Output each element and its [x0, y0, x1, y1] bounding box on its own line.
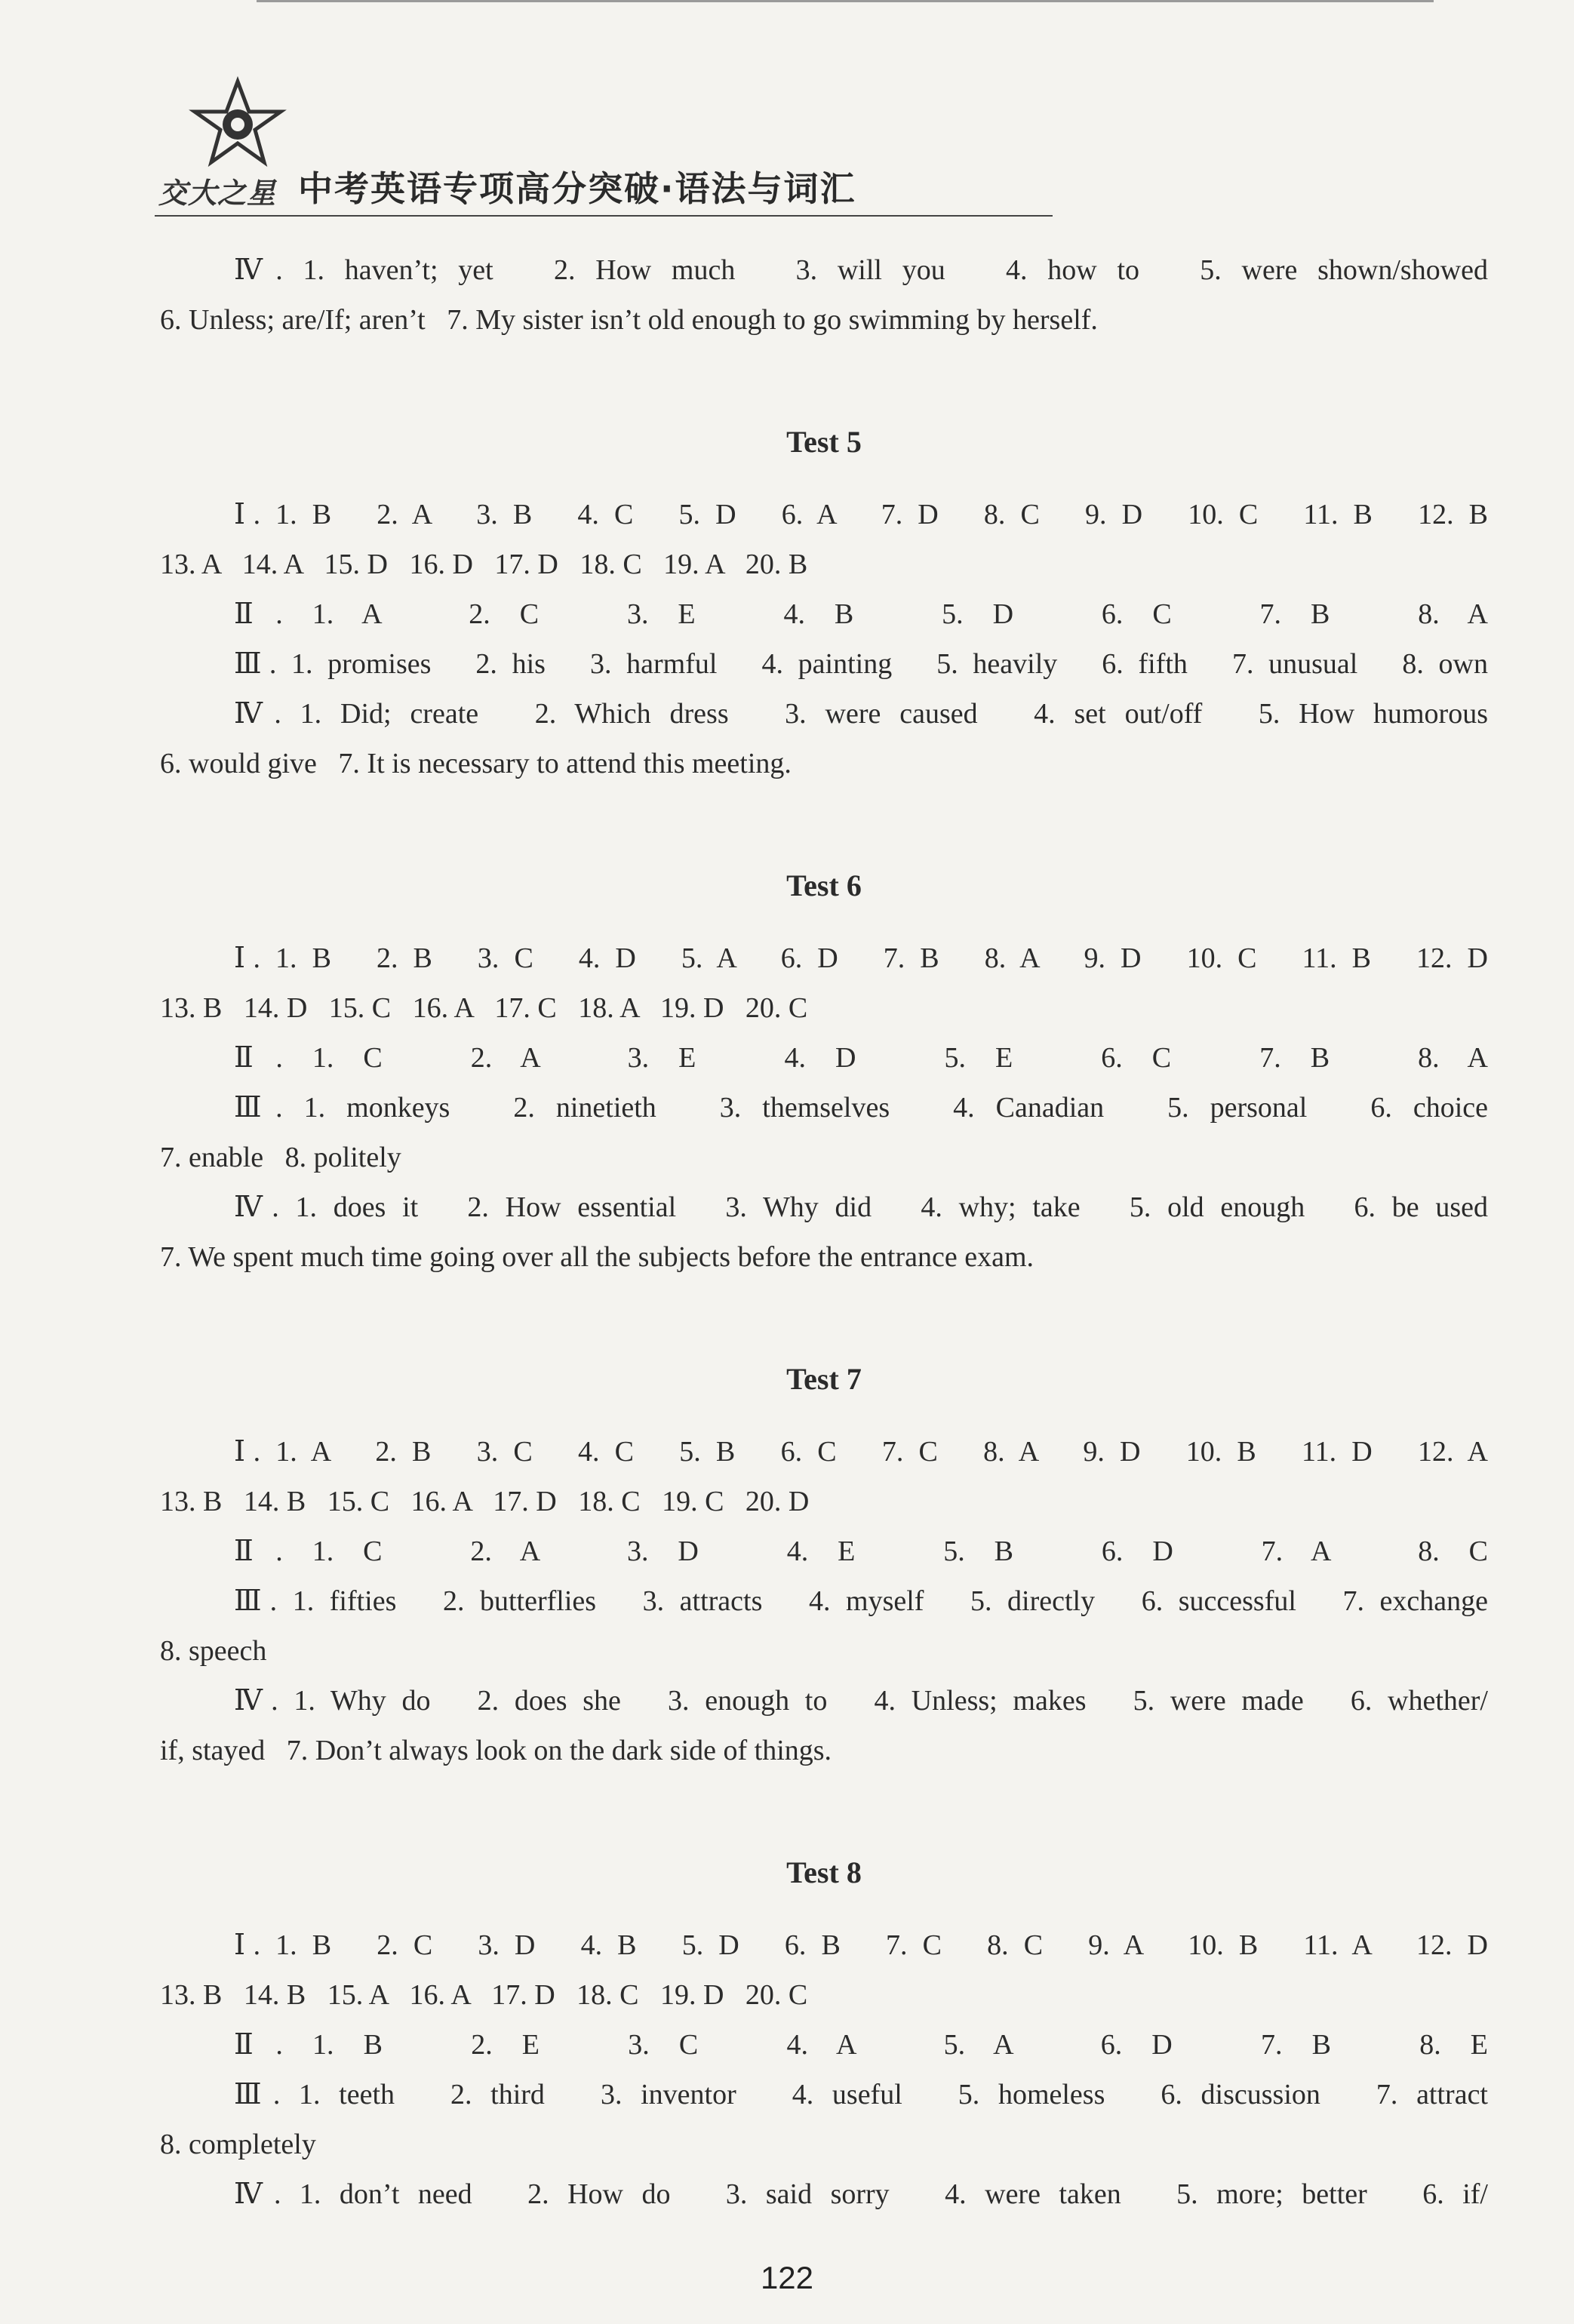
page-header [155, 75, 1060, 219]
test7-section [160, 1354, 1488, 1775]
answer-key [160, 245, 1488, 2219]
test5-section [160, 417, 1488, 788]
test-title: Test 6 [786, 868, 862, 902]
answer-line: 8. speech [160, 1635, 267, 1667]
top-rule [257, 0, 1434, 2]
test8-section [160, 1848, 1488, 2219]
answer-line: 6. would give 7. It is necessary to attend this meeting. [160, 748, 792, 779]
answer-line: Ⅱ. 1. A 2. C 3. E 4. B 5. D 6. C 7. B 8. A [234, 598, 1488, 630]
answer-line: Ⅰ. 1. B 2. B 3. C 4. D 5. A 6. D 7. B 8. A 9. D 10. C 11. B 12. D [234, 942, 1488, 974]
test4-continued [160, 245, 1488, 345]
answer-line: Ⅰ. 1. A 2. B 3. C 4. C 5. B 6. C 7. C 8. A 9. D 10. B 11. D 12. A [234, 1436, 1488, 1468]
answer-line: Ⅲ. 1. teeth 2. third 3. inventor 4. useful 5. homeless 6. discussion 7. attract [234, 2079, 1488, 2110]
logo-text: 交大之星 [158, 176, 277, 210]
answer-line: 7. We spent much time going over all the subjects before the entrance exam. [160, 1241, 1034, 1273]
star-icon [189, 75, 287, 170]
answer-line: 13. A 14. A 15. D 16. D 17. D 18. C 19. A 20. B [160, 549, 808, 580]
answer-line: Ⅳ. 1. does it 2. How essential 3. Why did 4. why; take 5. old enough 6. be used [234, 1191, 1488, 1223]
answer-line: Ⅳ. 1. Did; create 2. Which dress 3. were caused 4. set out/off 5. How humorous [234, 698, 1488, 730]
test-title: Test 8 [786, 1855, 862, 1889]
answer-line: 13. B 14. D 15. C 16. A 17. C 18. A 19. D 20. C [160, 992, 808, 1024]
answer-line: Ⅳ. 1. haven’t; yet 2. How much 3. will you 4. how to 5. were shown/showed [234, 254, 1488, 286]
answer-line: Ⅱ. 1. C 2. A 3. E 4. D 5. E 6. C 7. B 8. A [234, 1042, 1488, 1074]
answer-line: Ⅳ. 1. don’t need 2. How do 3. said sorry 4. were taken 5. more; better 6. if/ [234, 2178, 1488, 2210]
answer-line: Ⅱ. 1. C 2. A 3. D 4. E 5. B 6. D 7. A 8. C [234, 1536, 1488, 1567]
answer-line: Ⅱ. 1. B 2. E 3. C 4. A 5. A 6. D 7. B 8. E [234, 2029, 1488, 2061]
answer-line: 6. Unless; are/If; aren’t 7. My sister isn’t old enough to go swimming by herself. [160, 304, 1098, 336]
test-title: Test 5 [786, 425, 862, 459]
answer-line: Ⅲ. 1. promises 2. his 3. harmful 4. painting 5. heavily 6. fifth 7. unusual 8. own [234, 648, 1488, 680]
book-title: 中考英语专项高分突破·语法与词汇 [298, 168, 856, 209]
answer-line: Ⅰ. 1. B 2. A 3. B 4. C 5. D 6. A 7. D 8. C 9. D 10. C 11. B 12. B [234, 499, 1488, 530]
answer-line: Ⅳ. 1. Why do 2. does she 3. enough to 4. Unless; makes 5. were made 6. whether/ [234, 1685, 1488, 1717]
header-divider [155, 215, 1053, 217]
answer-line: 13. B 14. B 15. C 16. A 17. D 18. C 19. C 20. D [160, 1486, 810, 1517]
answer-line: Ⅲ. 1. monkeys 2. ninetieth 3. themselves 4. Canadian 5. personal 6. choice [234, 1092, 1488, 1124]
answer-line: 7. enable 8. politely [160, 1142, 401, 1173]
answer-line: if, stayed 7. Don’t always look on the dark side of things. [160, 1735, 832, 1766]
series-logo [155, 75, 298, 211]
answer-line: 8. completely [160, 2129, 316, 2160]
test-title: Test 7 [786, 1362, 862, 1396]
answer-line: Ⅰ. 1. B 2. C 3. D 4. B 5. D 6. B 7. C 8. C 9. A 10. B 11. A 12. D [234, 1929, 1488, 1961]
answer-line: Ⅲ. 1. fifties 2. butterflies 3. attracts 4. myself 5. directly 6. successful 7. exchange [234, 1585, 1488, 1617]
page-number: 122 [760, 2260, 814, 2295]
test6-section [160, 861, 1488, 1282]
answer-line: 13. B 14. B 15. A 16. A 17. D 18. C 19. D 20. C [160, 1979, 808, 2011]
